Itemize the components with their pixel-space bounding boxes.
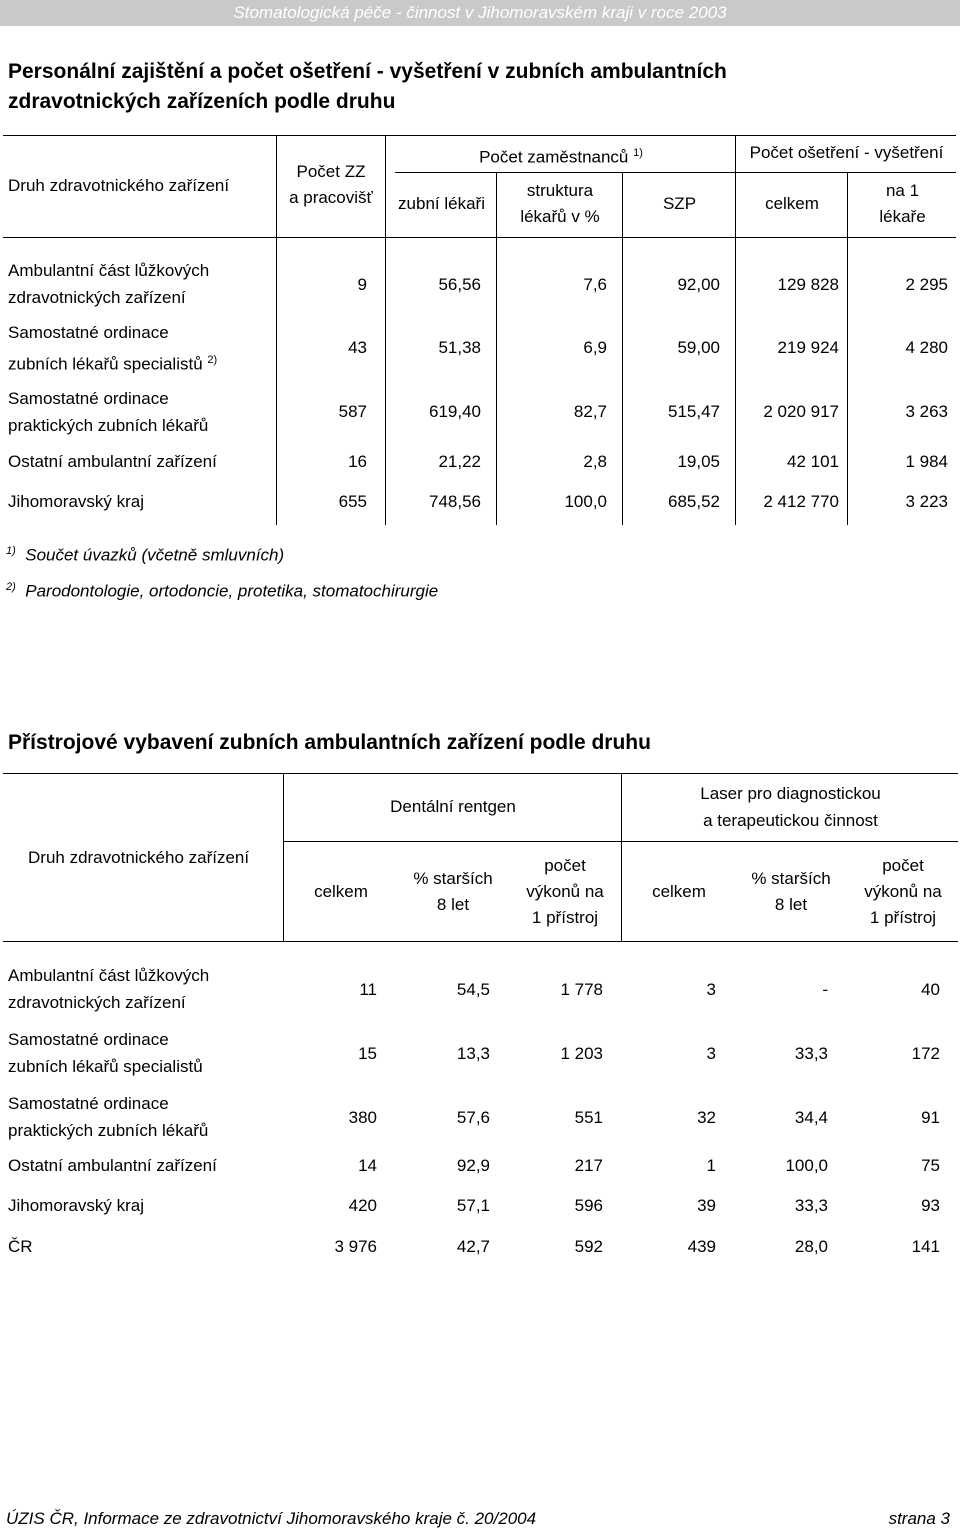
table1-cell: 515,47 xyxy=(668,402,720,421)
table2-cell: 596 xyxy=(574,1196,603,1215)
table1-row-label: zubních lékařů specialistů $^{2)}$ xyxy=(8,354,218,374)
table1-cell: 619,40 xyxy=(429,402,481,421)
table1-cell: 42 101 xyxy=(787,452,839,471)
table1-col-szp: SZP xyxy=(662,194,697,213)
table2-cell: 54,5 xyxy=(456,980,490,999)
table2-row-label: Jihomoravský kraj xyxy=(8,1196,145,1215)
table1-col-count-line2: a pracovišť xyxy=(289,188,373,207)
table1-col-per-line1: na 1 xyxy=(885,181,920,200)
table2-cell: 15 xyxy=(358,1044,377,1063)
table1-cell: 9 xyxy=(357,275,367,294)
table1-vline-1 xyxy=(276,135,277,525)
table1-vline-6 xyxy=(847,173,848,525)
table1-vline-2 xyxy=(385,135,386,525)
table1-vline-3 xyxy=(496,173,497,525)
table2-col-perf-line3: 1 přístroj xyxy=(531,908,599,927)
table2-col-perf-line2: výkonů na xyxy=(526,882,604,901)
table2-cell: 91 xyxy=(921,1108,940,1127)
table2-col-laser-old-line2: 8 let xyxy=(774,895,808,914)
table2-group-laser-line2: a terapeutickou činnost xyxy=(703,811,878,830)
table1-row-label: Samostatné ordinace xyxy=(8,389,169,408)
table2-cell: 3 976 xyxy=(334,1237,377,1256)
table2-col-laser-perf-line2: výkonů na xyxy=(864,882,942,901)
table1-group-treat: Počet ošetření - vyšetření xyxy=(749,143,944,162)
table1-cell: 4 280 xyxy=(905,338,948,357)
table1-cell: 587 xyxy=(338,402,367,421)
footnote-2: $^{2)}$ Parodontologie, ortodoncie, protetika, stomatochirurgie xyxy=(6,581,439,601)
table2-cell: 1 xyxy=(706,1156,716,1175)
table2-cell: 141 xyxy=(911,1237,940,1256)
table1-col-per-line2: lékaře xyxy=(879,207,926,226)
table1-row-label: praktických zubních lékařů xyxy=(8,416,209,435)
table2-cell: 75 xyxy=(921,1156,940,1175)
table2-cell: 92,9 xyxy=(456,1156,490,1175)
table2-vline-1 xyxy=(283,773,284,941)
table2-row-label: Samostatné ordinace xyxy=(8,1094,169,1113)
table1-col-type: Druh zdravotnického zařízení xyxy=(8,176,230,195)
table2-cell: 14 xyxy=(358,1156,377,1175)
table1-title-line1: Personální zajištění a počet ošetření - vyšetření v zubních ambulantních xyxy=(8,60,727,83)
table2-row-label: praktických zubních lékařů xyxy=(8,1121,209,1140)
table1-cell: 2 020 917 xyxy=(763,402,839,421)
table2-cell: 420 xyxy=(348,1196,377,1215)
table2-col-laser-total: celkem xyxy=(652,882,706,901)
table1-cell: 685,52 xyxy=(668,492,720,511)
table1-vline-4 xyxy=(622,173,623,525)
table2-cell: 28,0 xyxy=(794,1237,828,1256)
table2-top-rule xyxy=(3,773,958,774)
table2-cell: 1 778 xyxy=(560,980,603,999)
table2-cell: 439 xyxy=(687,1237,716,1256)
table1-row-label: Samostatné ordinace xyxy=(8,323,169,342)
footer-source: ÚZIS ČR, Informace ze zdravotnictví Jihomoravského kraje č. 20/2004 xyxy=(6,1509,537,1528)
table2-group-laser-line1: Laser pro diagnostickou xyxy=(700,784,881,803)
table2-cell: 57,6 xyxy=(456,1108,490,1127)
table1-cell: 43 xyxy=(348,338,367,357)
table1-cell: 82,7 xyxy=(573,402,607,421)
table2-title: Přístrojové vybavení zubních ambulantních zařízení podle druhu xyxy=(8,731,651,754)
table1-title-line2: zdravotnických zařízeních podle druhu xyxy=(8,90,396,113)
table2-row-label: zubních lékařů specialistů xyxy=(8,1057,203,1076)
table2-cell: 3 xyxy=(706,980,716,999)
table2-cell: 57,1 xyxy=(456,1196,490,1215)
table1-cell: 2 295 xyxy=(905,275,948,294)
table2-col-old-line1: % starších xyxy=(413,869,493,888)
table1-cell: 129 828 xyxy=(777,275,839,294)
table1-cell: 748,56 xyxy=(429,492,481,511)
table1-group-staff: Počet zaměstnanců $^{1)}$ xyxy=(479,147,643,167)
table2-cell: 3 xyxy=(706,1044,716,1063)
table1-col-structure-line1: struktura xyxy=(526,181,594,200)
table2-header-rule xyxy=(3,941,958,942)
table2-col-laser-old-line1: % starších xyxy=(751,869,831,888)
table1-cell: 655 xyxy=(338,492,367,511)
table2-cell: 380 xyxy=(348,1108,377,1127)
table2-cell: 11 xyxy=(359,980,377,999)
table2-col-laser-perf-line1: počet xyxy=(882,856,924,875)
table1-cell: 56,56 xyxy=(438,275,481,294)
table1-header-rule xyxy=(3,237,956,238)
table2-cell: 1 203 xyxy=(560,1044,603,1063)
table2-col-perf-line1: počet xyxy=(544,856,586,875)
table2-cell: 592 xyxy=(574,1237,603,1256)
table1-cell: 3 223 xyxy=(905,492,948,511)
table2-col-total: celkem xyxy=(314,882,368,901)
table2-cell: 39 xyxy=(697,1196,716,1215)
footer-page-number: strana 3 xyxy=(888,1509,950,1528)
table1-cell: 7,6 xyxy=(583,275,607,294)
table1-cell: 19,05 xyxy=(677,452,720,471)
table2-cell: 551 xyxy=(574,1108,603,1127)
table2-cell: 32 xyxy=(697,1108,716,1127)
table1-row-label: Jihomoravský kraj xyxy=(8,492,145,511)
table2-group-xray: Dentální rentgen xyxy=(390,797,516,816)
table1-top-rule xyxy=(3,135,956,136)
table1-cell: 51,38 xyxy=(438,338,481,357)
table2-cell: 217 xyxy=(574,1156,603,1175)
table1-col-count-line1: Počet ZZ xyxy=(296,162,366,181)
table2-cell: 33,3 xyxy=(794,1044,828,1063)
table1-row-label: Ostatní ambulantní zařízení xyxy=(8,452,217,471)
table2-row-label: zdravotnických zařízení xyxy=(8,993,186,1012)
table2-cell: 13,3 xyxy=(456,1044,490,1063)
table1-cell: 21,22 xyxy=(438,452,481,471)
table1-cell: 219 924 xyxy=(777,338,839,357)
table1-cell: 2 412 770 xyxy=(763,492,839,511)
table2-vline-2 xyxy=(621,773,622,941)
table2-cell: 42,7 xyxy=(456,1237,490,1256)
table2-col-type: Druh zdravotnického zařízení xyxy=(28,848,250,867)
table1-treat-group-rule xyxy=(735,172,956,173)
table2-cell: 172 xyxy=(911,1044,940,1063)
table1-cell: 92,00 xyxy=(677,275,720,294)
table2-row-label: ČR xyxy=(8,1237,33,1256)
table2-row-label: Ambulantní část lůžkových xyxy=(8,966,210,985)
table2-cell: - xyxy=(822,980,828,999)
table2-cell: 33,3 xyxy=(794,1196,828,1215)
table2-col-old-line2: 8 let xyxy=(436,895,470,914)
table1-row-label: Ambulantní část lůžkových xyxy=(8,261,210,280)
table1-cell: 16 xyxy=(348,452,367,471)
table1-staff-group-rule xyxy=(395,172,736,173)
table1-row-label: zdravotnických zařízení xyxy=(8,288,186,307)
table2-cell: 34,4 xyxy=(794,1108,828,1127)
table1-col-structure-line2: lékařů v % xyxy=(520,207,600,226)
table1-cell: 3 263 xyxy=(905,402,948,421)
table1-cell: 2,8 xyxy=(583,452,607,471)
footnote-1: $^{1)}$ Součet úvazků (včetně smluvních) xyxy=(6,545,285,565)
table1-col-dentists: zubní lékaři xyxy=(398,194,485,213)
table1-col-total: celkem xyxy=(765,194,819,213)
table2-row-label: Ostatní ambulantní zařízení xyxy=(8,1156,217,1175)
table2-cell: 40 xyxy=(921,980,940,999)
page-header: Stomatologická péče - činnost v Jihomoravském kraji v roce 2003 xyxy=(233,3,727,22)
table2-cell: 93 xyxy=(921,1196,940,1215)
table2-col-laser-perf-line3: 1 přístroj xyxy=(869,908,937,927)
table1-cell: 6,9 xyxy=(583,338,607,357)
table1-cell: 1 984 xyxy=(905,452,948,471)
table1-cell: 59,00 xyxy=(677,338,720,357)
table1-cell: 100,0 xyxy=(564,492,607,511)
table1-vline-5 xyxy=(735,135,736,525)
table2-cell: 100,0 xyxy=(785,1156,828,1175)
table2-row-label: Samostatné ordinace xyxy=(8,1030,169,1049)
